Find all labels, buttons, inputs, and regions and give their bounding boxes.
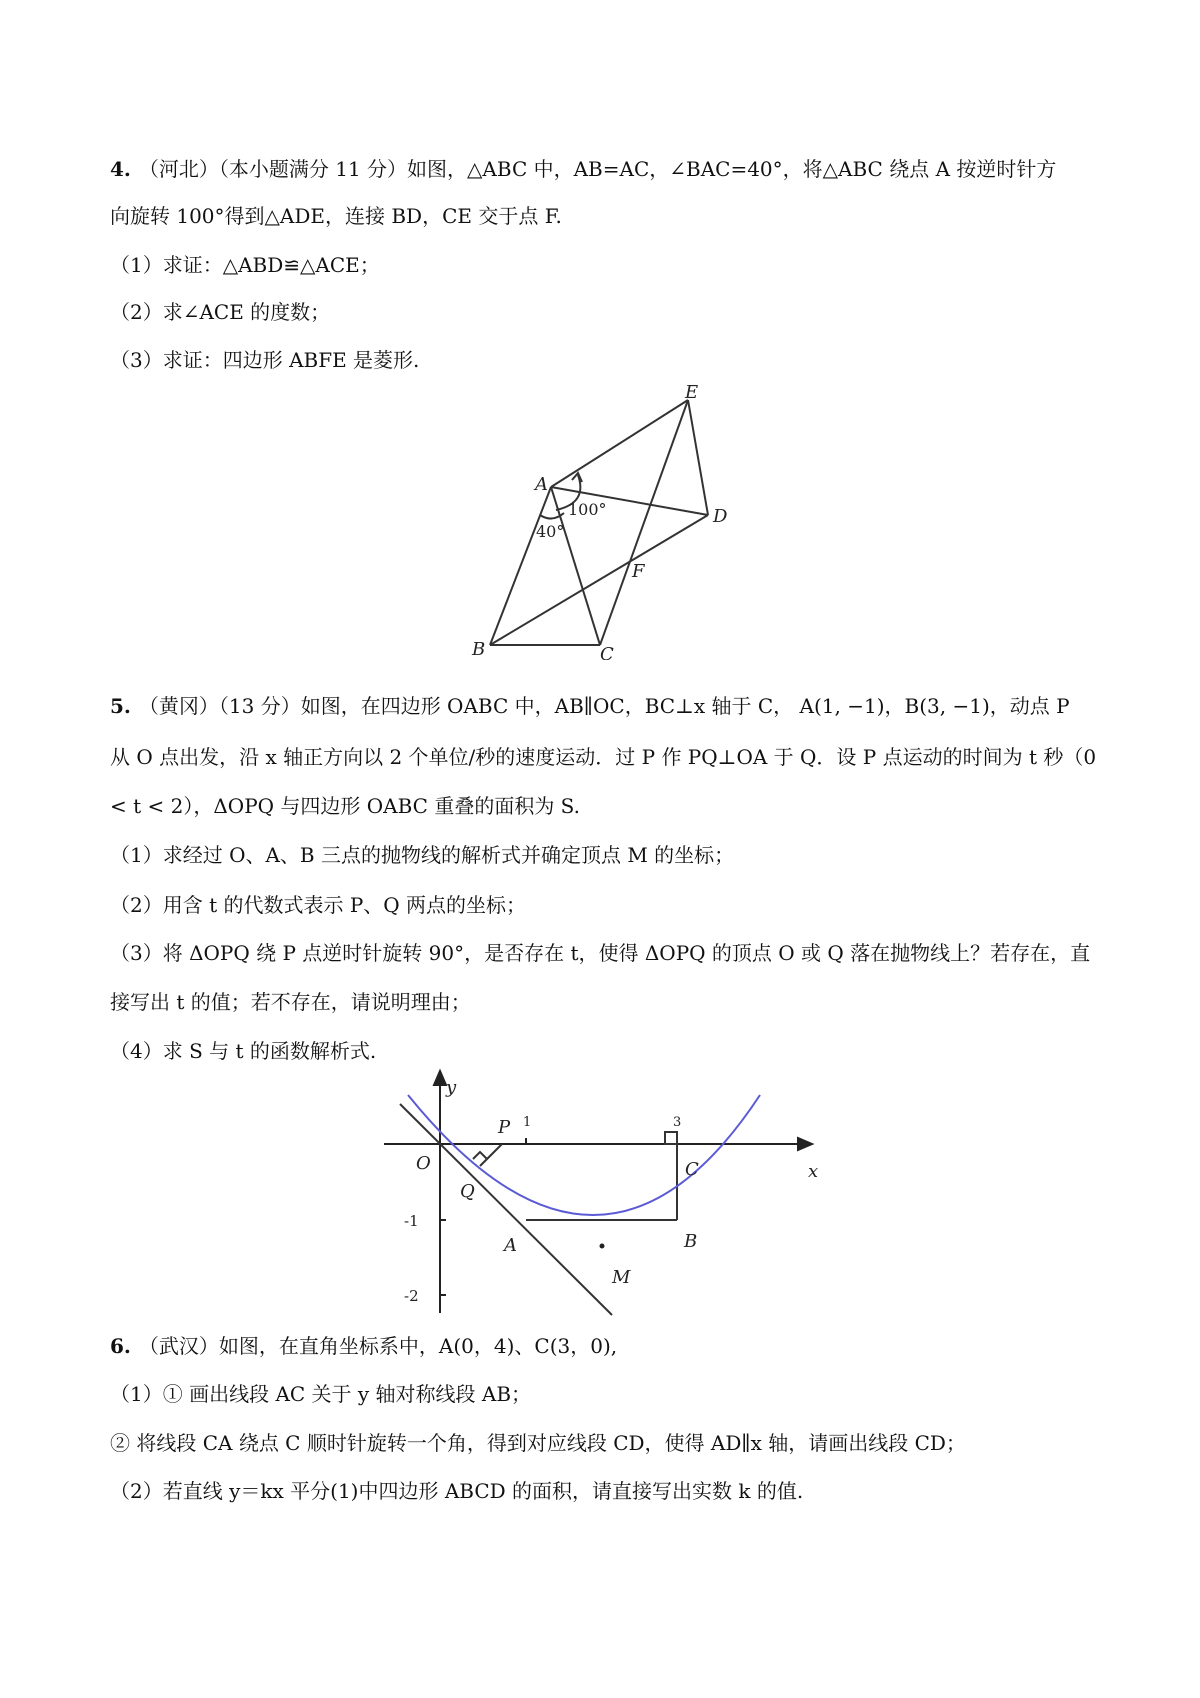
q4-figure	[460, 385, 740, 660]
q5-sub4: （4）求 S 与 t 的函数解析式.	[110, 1039, 377, 1063]
segment-CE	[600, 400, 688, 645]
fig5-label-B: B	[684, 1231, 698, 1252]
x-axis-arrow	[798, 1138, 812, 1150]
fig4-label-B: B	[472, 639, 486, 660]
q6-sub2: ② 将线段 CA 绕点 C 顺时针旋转一个角，得到对应线段 CD，使得 AD∥x 轴，请画出线段 CD；	[110, 1431, 966, 1455]
fig5-tick-neg1: -1	[404, 1212, 419, 1230]
q4-line2: 向旋转 100°得到△ADE，连接 BD，CE 交于点 F.	[110, 204, 562, 228]
segment-AE	[551, 400, 688, 487]
q5-line2: 从 O 点出发，沿 x 轴正方向以 2 个单位/秒的速度运动．过 P 作 PQ⊥OA 于 Q．设 P 点运动的时间为 t 秒（0	[110, 745, 1097, 769]
q5-line3: < t < 2），ΔOPQ 与四边形 OABC 重叠的面积为 S.	[110, 794, 581, 818]
q5-line1	[110, 693, 1070, 719]
q5-number: 5.	[110, 694, 131, 718]
fig5-label-O: O	[416, 1153, 431, 1174]
fig5-tick-1: 1	[523, 1115, 532, 1130]
fig4-angle-100: 100°	[568, 500, 607, 519]
q6-number: 6.	[110, 1334, 131, 1358]
fig5-label-C: C	[685, 1159, 699, 1180]
y-axis-arrow	[434, 1071, 446, 1085]
fig5-label-A: A	[504, 1235, 517, 1256]
fig4-label-E: E	[685, 385, 699, 403]
fig5-tick-3: 3	[673, 1115, 682, 1130]
q5-point-A: A(1, −1)，	[799, 694, 905, 718]
fig5-label-P: P	[498, 1117, 511, 1138]
segment-ED	[688, 400, 708, 515]
q4-text1: （河北）（本小题满分 11 分）如图，△ABC 中，AB=AC，∠BAC=40°，将△ABC 绕点 A 按逆时针方	[138, 157, 1057, 181]
q5-point-B: B(3, −1)，动点 P	[904, 694, 1070, 718]
vertex-M-point	[600, 1244, 605, 1249]
fig4-label-A: A	[535, 474, 548, 495]
q5-sub3b: 接写出 t 的值；若不存在，请说明理由；	[110, 990, 471, 1014]
right-angle-C	[665, 1132, 677, 1144]
fig4-angle-40: 40°	[536, 522, 565, 541]
fig5-axis-x: x	[808, 1161, 819, 1182]
fig4-label-C: C	[600, 644, 614, 660]
q5-sub1: （1）求经过 O、A、B 三点的抛物线的解析式并确定顶点 M 的坐标；	[110, 843, 735, 867]
q6-sub3: （2）若直线 y＝kx 平分(1)中四边形 ABCD 的面积，请直接写出实数 k 的值.	[110, 1479, 804, 1503]
q5-figure	[380, 1063, 820, 1318]
rotation-arrowhead	[572, 473, 582, 482]
right-angle-Q	[473, 1152, 487, 1159]
q5-sub3a: （3）将 ΔOPQ 绕 P 点逆时针旋转 90°，是否存在 t，使得 ΔOPQ 的顶点 O 或 Q 落在抛物线上？若存在，直	[110, 941, 1091, 965]
fig5-tick-neg2: -2	[404, 1287, 419, 1305]
q6-sub1: （1）① 画出线段 AC 关于 y 轴对称线段 AB；	[110, 1382, 532, 1406]
q4-sub1: （1）求证：△ABD≌△ACE；	[110, 253, 380, 277]
q4-sub2: （2）求∠ACE 的度数；	[110, 300, 331, 324]
segment-BD	[490, 515, 708, 645]
q6-text1: （武汉）如图，在直角坐标系中，A(0，4)、C(3，0),	[138, 1334, 618, 1358]
fig5-label-Q: Q	[460, 1181, 475, 1202]
fig5-axis-y: y	[446, 1077, 457, 1098]
fig5-label-M: M	[612, 1267, 631, 1288]
segment-AB	[490, 487, 551, 645]
fig4-label-D: D	[713, 506, 728, 527]
q4-number: 4.	[110, 157, 131, 181]
fig4-label-F: F	[632, 561, 645, 582]
q5-sub2: （2）用含 t 的代数式表示 P、Q 两点的坐标；	[110, 893, 527, 917]
q6-line1	[110, 1333, 617, 1359]
q4-line1	[110, 156, 1056, 182]
q4-sub3: （3）求证：四边形 ABFE 是菱形.	[110, 348, 420, 372]
q5-text1: （黄冈）（13 分）如图，在四边形 OABC 中，AB∥OC，BC⊥x 轴于 C，	[138, 694, 794, 718]
